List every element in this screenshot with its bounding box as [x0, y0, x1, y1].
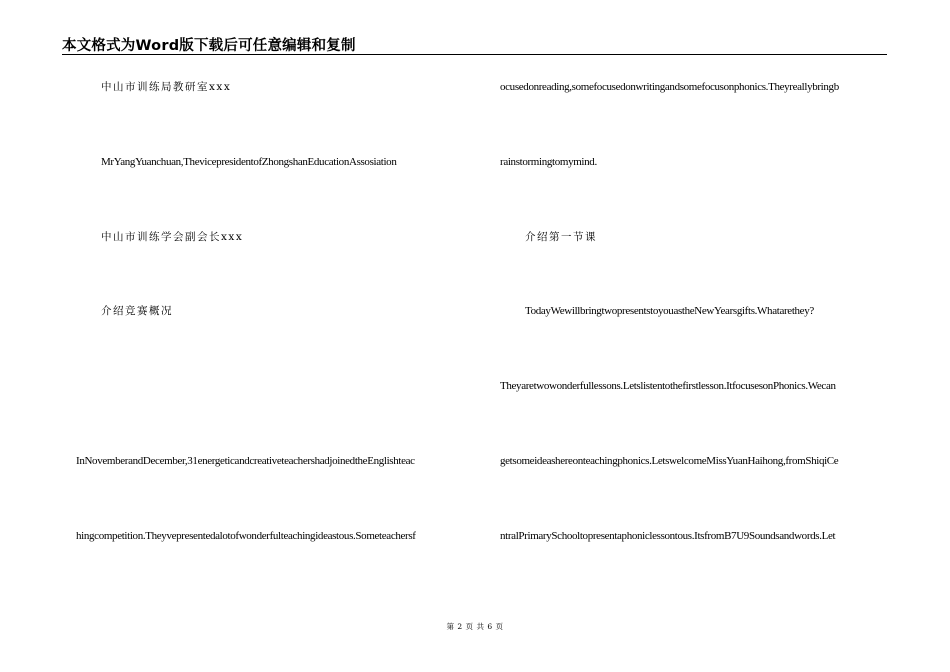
left-line-6: hingcompetition.Theyvepresentedalotofwonderfulteachingideastous.Someteachersf — [76, 530, 416, 542]
left-line-1: 中山市训练局教研室xxx — [101, 81, 232, 93]
right-line-1: ocusedonreading,somefocusedonwritingandsomefocusonphonics.Theyreallybringb — [500, 81, 839, 93]
left-line-4: 介绍竞赛概况 — [101, 305, 173, 317]
right-line-2: rainstormingtomymind. — [500, 156, 597, 168]
left-line-2: MrYangYuanchuan,ThevicepresidentofZhongshanEducationAssosiation — [101, 156, 397, 168]
right-line-4: TodayWewillbringtwopresentstoyouastheNewYearsgifts.Whatarethey? — [525, 305, 814, 317]
right-line-3: 介绍第一节课 — [525, 231, 597, 243]
right-line-7: ntralPrimarySchooltopresentaphoniclessontous.ItsfromB7U9Soundsandwords.Let — [500, 530, 836, 542]
left-line-5: InNovemberandDecember,31energeticandcreativeteachershadjoinedtheEnglishteac — [76, 455, 415, 467]
header-divider — [62, 54, 887, 55]
right-line-6: getsomeideashereonteachingphonics.LetswelcomeMissYuanHaihong,fromShiqiCe — [500, 455, 839, 467]
page-number-footer: 第 2 页 共 6 页 — [446, 622, 504, 631]
page-header-title: 本文格式为Word版下载后可任意编辑和复制 — [62, 38, 356, 54]
left-line-3: 中山市训练学会副会长xxx — [101, 231, 244, 243]
right-line-5: Theyaretwowonderfullessons.Letslistentothefirstlesson.ItfocusesonPhonics.Wecan — [500, 380, 836, 392]
